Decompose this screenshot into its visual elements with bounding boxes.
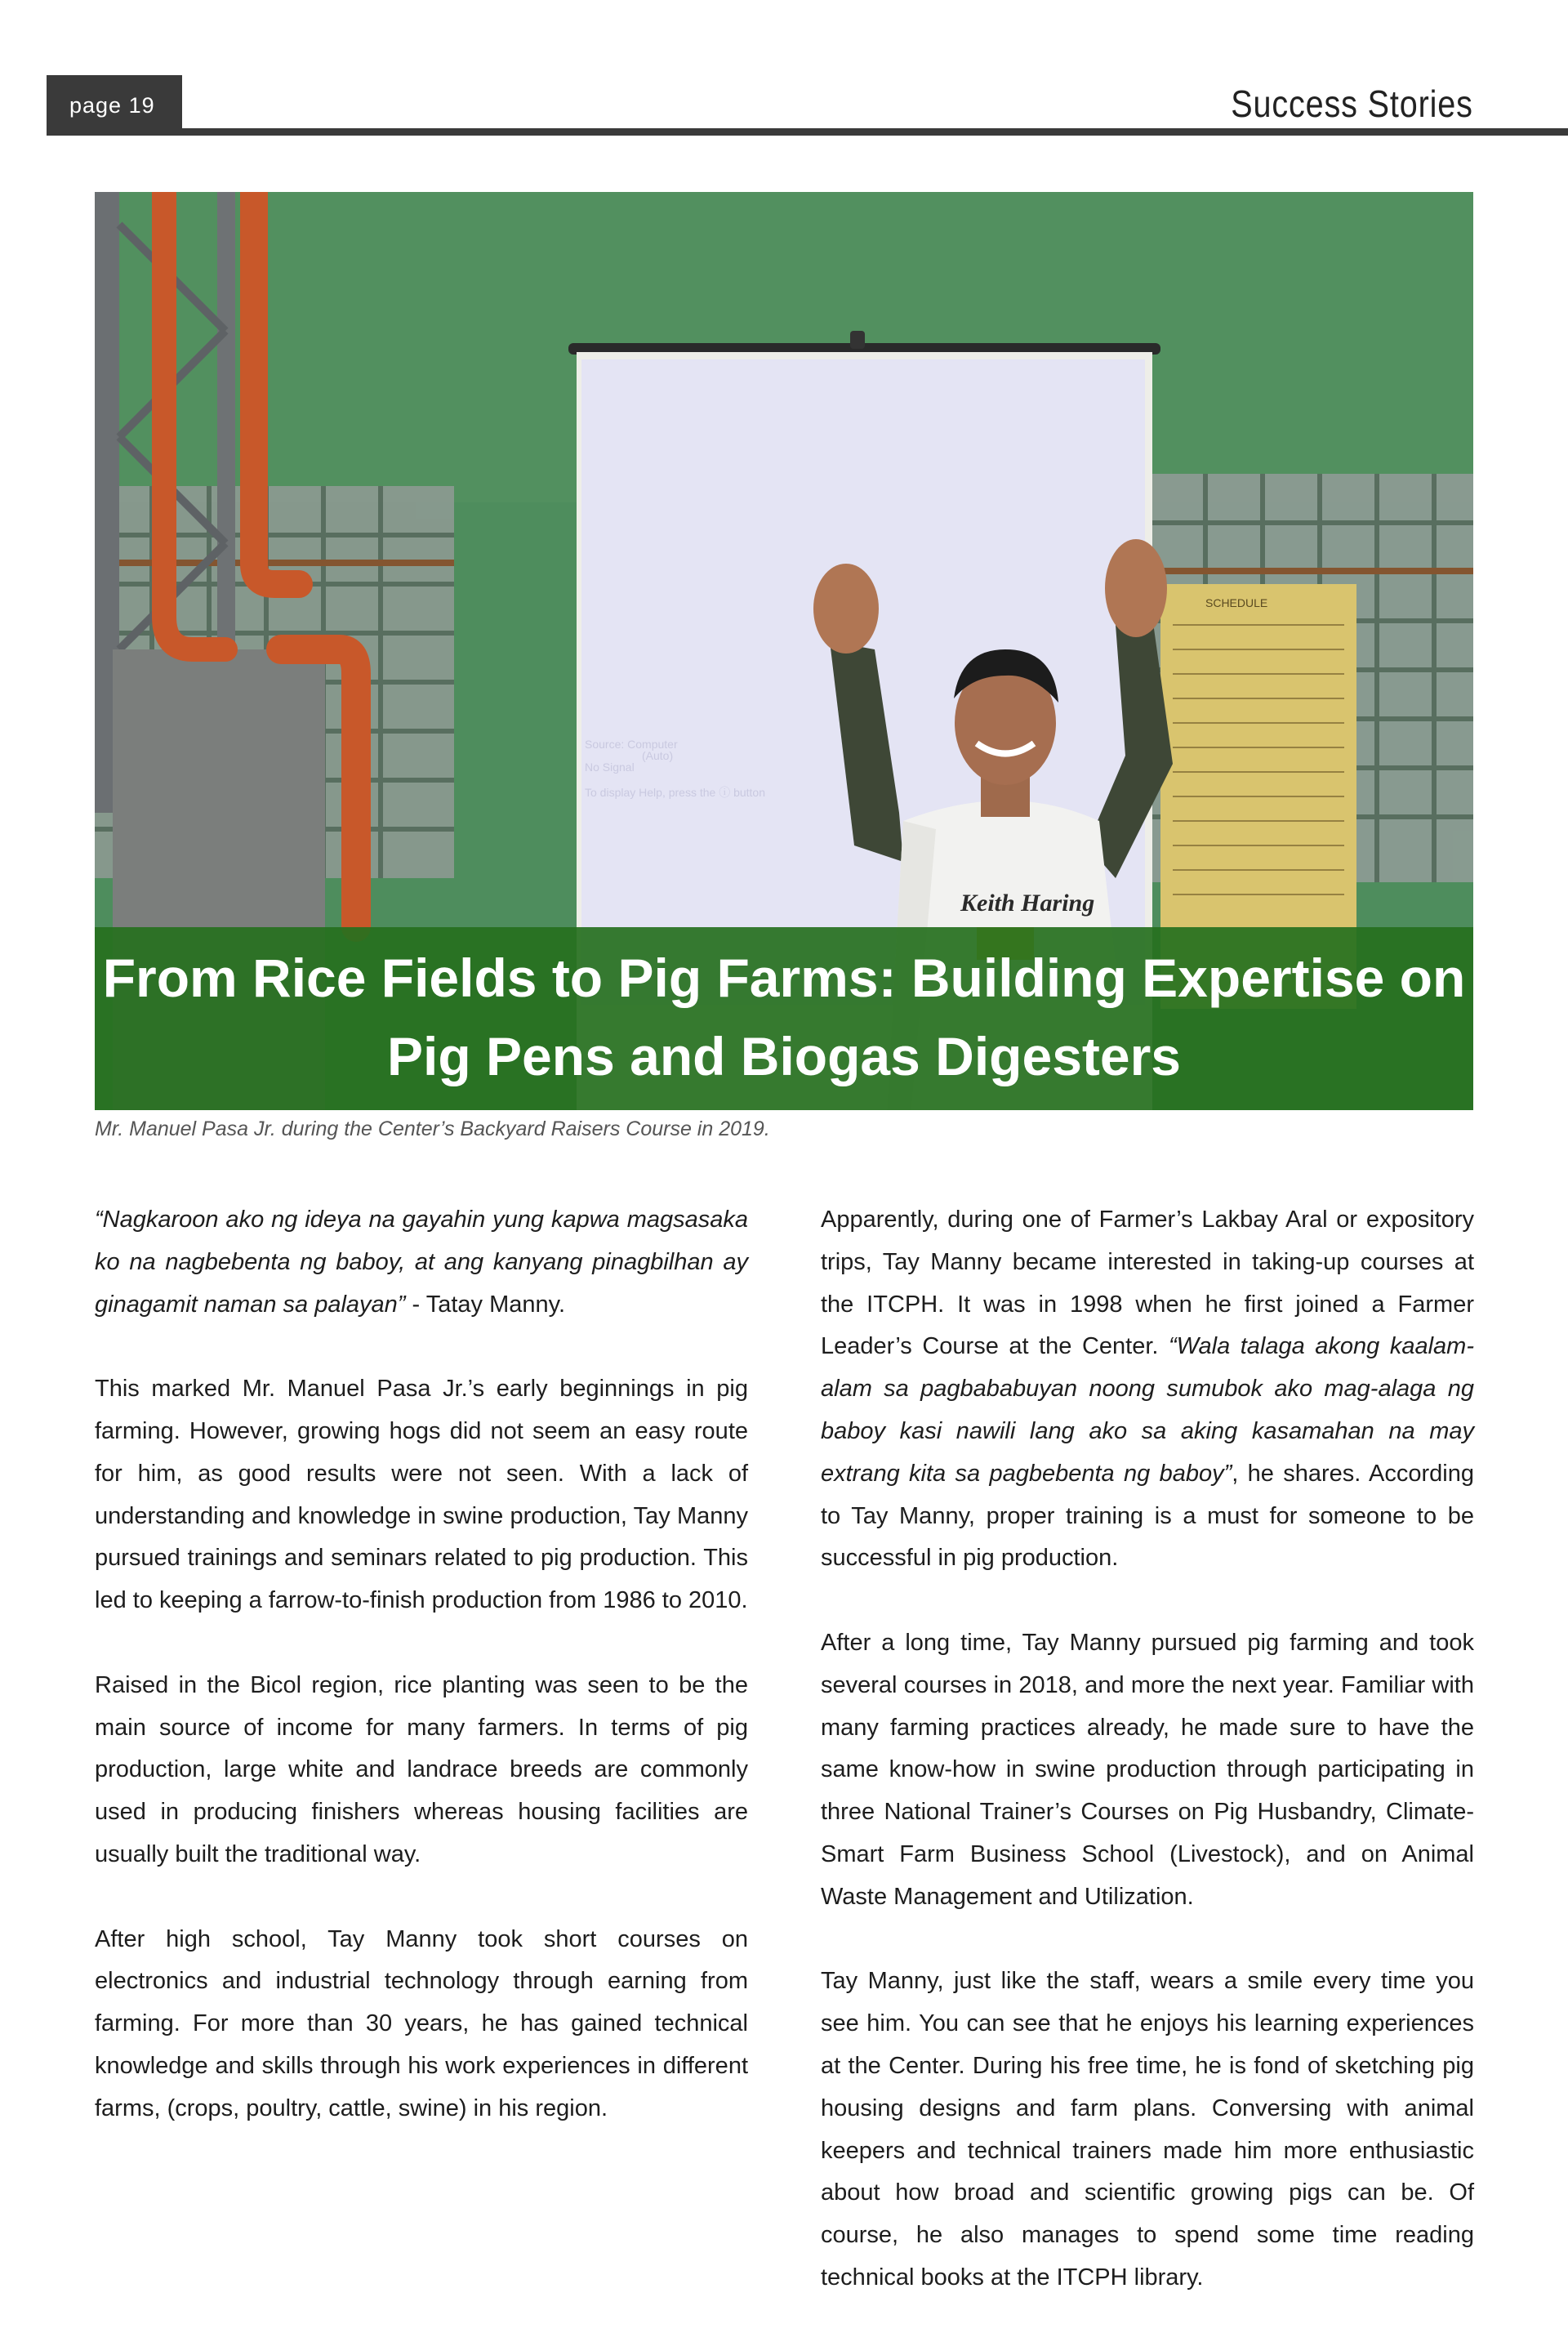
paragraph: After high school, Tay Manny took short courses on electronics and industrial technology through earning from farming. For more than 30 years, he has gained technical knowledge and skills through his work experiences in different farms, (crops, poultry, cattle, swine) in his region. [95,1925,748,2121]
paragraph: This marked Mr. Manuel Pasa Jr.’s early beginnings in pig farming. However, growing hogs did not seem an easy route for him, as good results were not seen. With a lack of understanding and knowledge in swine production, Tay Manny pursued trainings and seminars related to pig production. This led to keeping a farrow-to-finish production from 1986 to 2010. [95,1376,748,1614]
photo-caption: Mr. Manuel Pasa Jr. during the Center’s Backyard Raisers Course in 2019. [95,1117,770,1140]
inline-quote: “Wala talaga akong kaalam-alam sa pagbababuyan noong sumubok ako mag-alaga ng baboy kasi nawili lang ako sa aking kasamahan na may extrang kita sa pagbebenta ng baboy” [821,1333,1474,1487]
page-number-tab: page 19 [47,75,182,136]
paragraph [821,1199,1474,1580]
left-column [95,1199,748,2172]
paragraph: Tay Manny, just like the staff, wears a smile every time you see him. You can see that he enjoys his learning experiences at the Center. During his free time, he is fond of sketching pig housing designs and farm plans. Conversing with animal keepers and technical trainers made him more enthusiastic about how broad and scientific growing pigs can be. Of course, he also manages to spend some time reading technical books at the ITCPH library. [821,1968,1474,2291]
projector-text-4: To display Help, press the ⓘ button [585,786,766,799]
paragraph-text: Apparently, during one of Farmer’s Lakbay Aral or expository trips, Tay Manny became interested in taking-up courses at the ITCPH. It was in 1998 when he first joined a Farmer Leader’s Course at the Center. [821,1207,1474,1360]
projector-text-3: No Signal [585,761,635,774]
schedule-title: SCHEDULE [1205,596,1268,609]
header-rule [47,128,1568,136]
headline-line-1: From Rice Fields to Pig Farms: Building Expertise on [102,948,1466,1008]
projector-text-2: (Auto) [642,749,674,762]
article-headline [95,927,1473,1110]
paragraph-text: , he shares. According to Tay Manny, proper training is a must for someone to be successful in pig production. [821,1460,1474,1572]
quote-attribution: - Tatay Manny. [405,1291,566,1318]
shirt-print: Keith Haring [960,890,1095,917]
section-title: Success Stories [1231,83,1473,125]
projector-text-1: Source: Computer [585,738,678,751]
paragraph: Raised in the Bicol region, rice planting was seen to be the main source of income for many farmers. In terms of pig production, large white and landrace breeds are commonly used in producing finishers whereas housing facilities are usually built the traditional way. [95,1671,748,1867]
opening-quote: “Nagkaroon ako ng ideya na gayahin yung kapwa magsasaka ko na nagbebenta ng baboy, at ang kanyang pinagbilhan ay ginagamit naman sa palayan” [95,1207,748,1318]
headline-line-2: Pig Pens and Biogas Digesters [387,1026,1181,1086]
paragraph: After a long time, Tay Manny pursued pig farming and took several courses in 2018, and more the next year. Familiar with many farming practices already, he made sure to have the same know-how in swine production through participating in three National Trainer’s Courses on Pig Husbandry, Climate-Smart Farm Business School (Livestock), and on Animal Waste Management and Utilization. [821,1629,1474,1910]
right-column [821,1199,1474,2342]
opening-quote-paragraph [95,1199,748,1326]
